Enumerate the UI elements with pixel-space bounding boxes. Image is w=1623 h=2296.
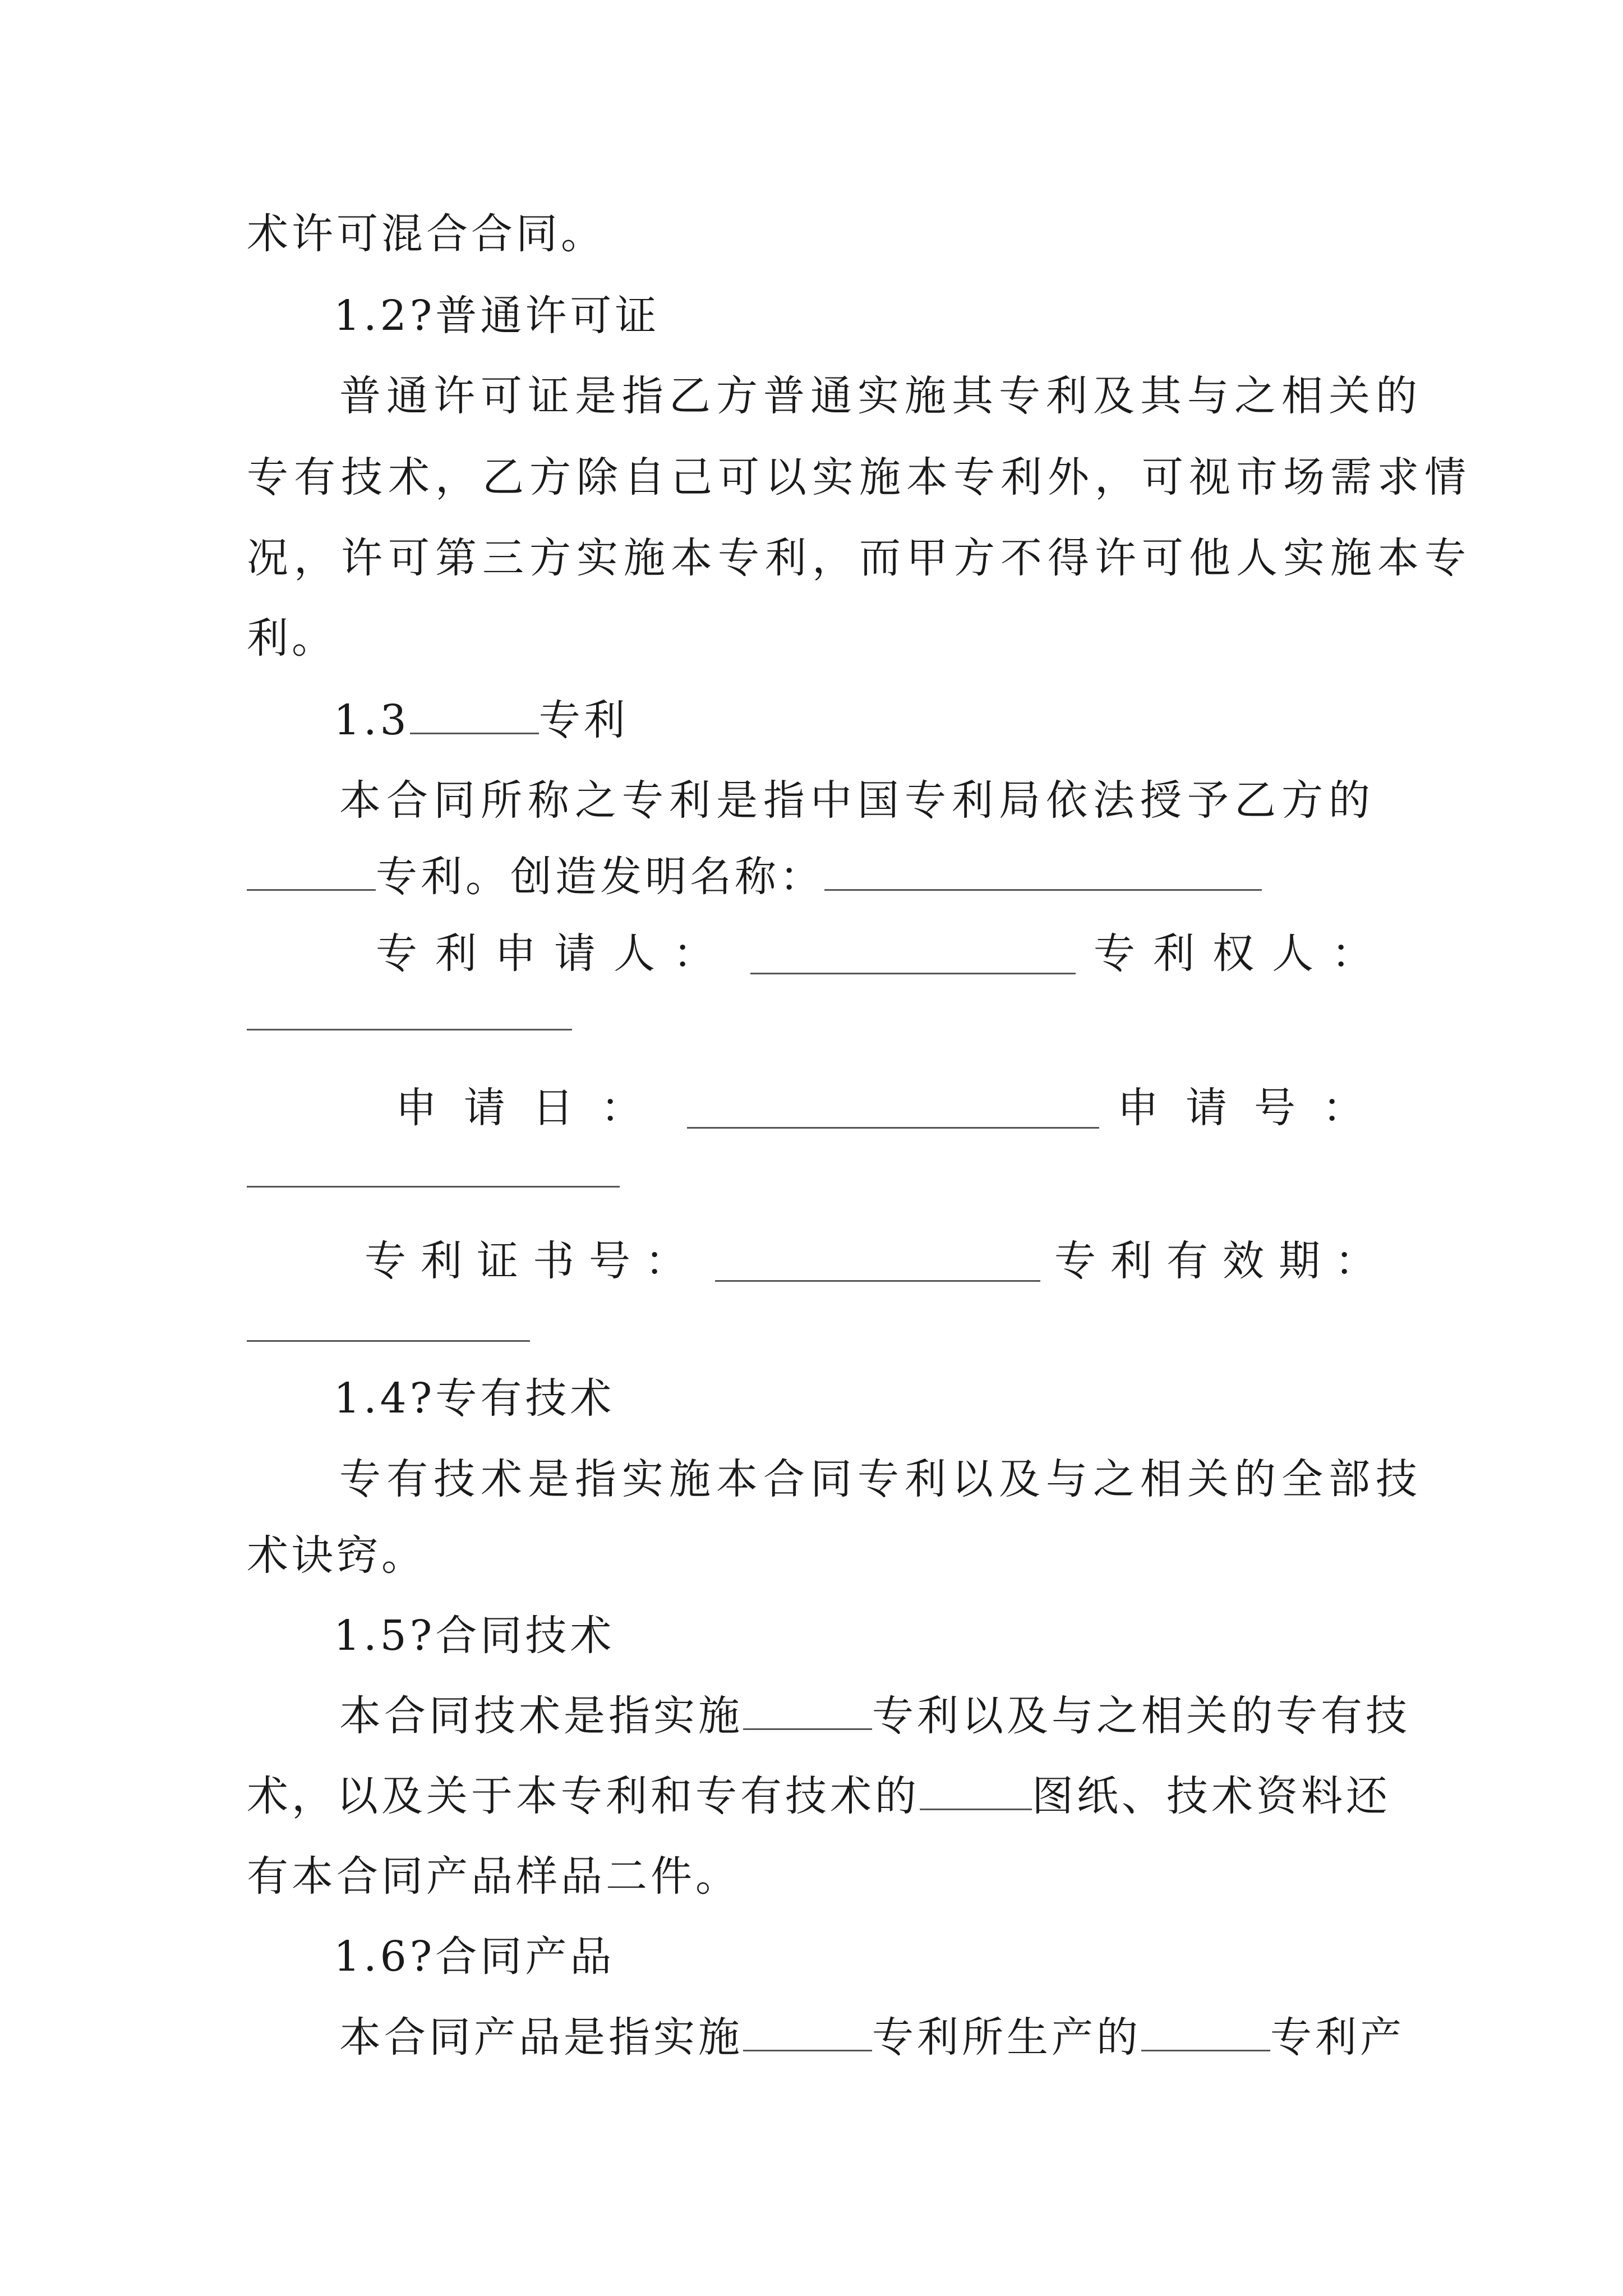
inline-text: 术，以及关于本专利和专有技术的 (247, 1772, 920, 1820)
paragraph-line: 利。 (247, 614, 336, 662)
validity-blank (247, 1338, 530, 1342)
inline-text: 专利产 (1270, 2013, 1405, 2062)
applicant-blank (750, 933, 1076, 974)
blank-line (920, 1769, 1032, 1810)
inline-text: 专利所生产的 (872, 2013, 1141, 2062)
paragraph-line (247, 846, 1262, 908)
heading-text: 专利 (538, 696, 629, 744)
paragraph-line: 术许可混合合同。 (247, 210, 606, 258)
blank-line (743, 1689, 872, 1730)
blank-line (1141, 2010, 1270, 2051)
blank-line (743, 2010, 872, 2051)
paragraph-line: 专有技术是指实施本合同专利以及与之相关的全部技 (339, 1455, 1423, 1503)
inline-text: 专利以及与之相关的专有技 (872, 1692, 1410, 1740)
paragraph-line: 况，许可第三方实施本专利，而甲方不得许可他人实施本专 (247, 534, 1472, 582)
application-date-label: 申请日： (395, 1084, 669, 1132)
paragraph-line: 专有技术，乙方除自己可以实施本专利外，可视市场需求情 (247, 453, 1472, 501)
section-heading-1-5: 1.5?合同技术 (334, 1612, 615, 1660)
owner-blank (247, 1027, 572, 1030)
section-heading-1-4: 1.4?专有技术 (334, 1374, 615, 1423)
application-date-row (247, 1077, 1391, 1139)
blank-line (824, 850, 1262, 891)
application-number-label: 申请号： (1117, 1084, 1391, 1132)
applicant-label: 专利申请人： (376, 930, 732, 978)
certificate-label: 专利证书号： (365, 1237, 701, 1285)
inline-text: 图纸、技术资料还 (1032, 1772, 1391, 1820)
paragraph-line (339, 1685, 1410, 1747)
section-heading-1-2: 1.2?普通许可证 (334, 292, 660, 340)
paragraph-line (247, 1765, 1391, 1827)
validity-label: 专利有效期： (1054, 1237, 1391, 1285)
heading-number: 1.3 (334, 696, 410, 744)
application-number-blank (247, 1184, 620, 1188)
inline-text: 本合同产品是指实施 (339, 2013, 743, 2062)
certificate-blank (715, 1241, 1040, 1282)
blank-line (410, 693, 539, 734)
paragraph-line: 术诀窍。 (247, 1531, 426, 1580)
section-heading-1-3 (334, 689, 629, 751)
inline-text: 专利。创造发明名称： (376, 853, 824, 901)
paragraph-line: 本合同所称之专利是指中国专利局依法授予乙方的 (339, 776, 1376, 825)
owner-label: 专利权人： (1094, 930, 1391, 978)
applicant-row (247, 923, 1391, 984)
application-date-blank (687, 1088, 1099, 1129)
paragraph-line: 普通许可证是指乙方普通实施其专利及其与之相关的 (339, 372, 1423, 420)
blank-line (247, 850, 376, 891)
section-heading-1-6: 1.6?合同产品 (334, 1932, 615, 1981)
paragraph-line: 有本合同产品样品二件。 (247, 1852, 740, 1901)
certificate-row (247, 1230, 1391, 1292)
paragraph-line (339, 2007, 1405, 2068)
inline-text: 本合同技术是指实施 (339, 1692, 743, 1740)
